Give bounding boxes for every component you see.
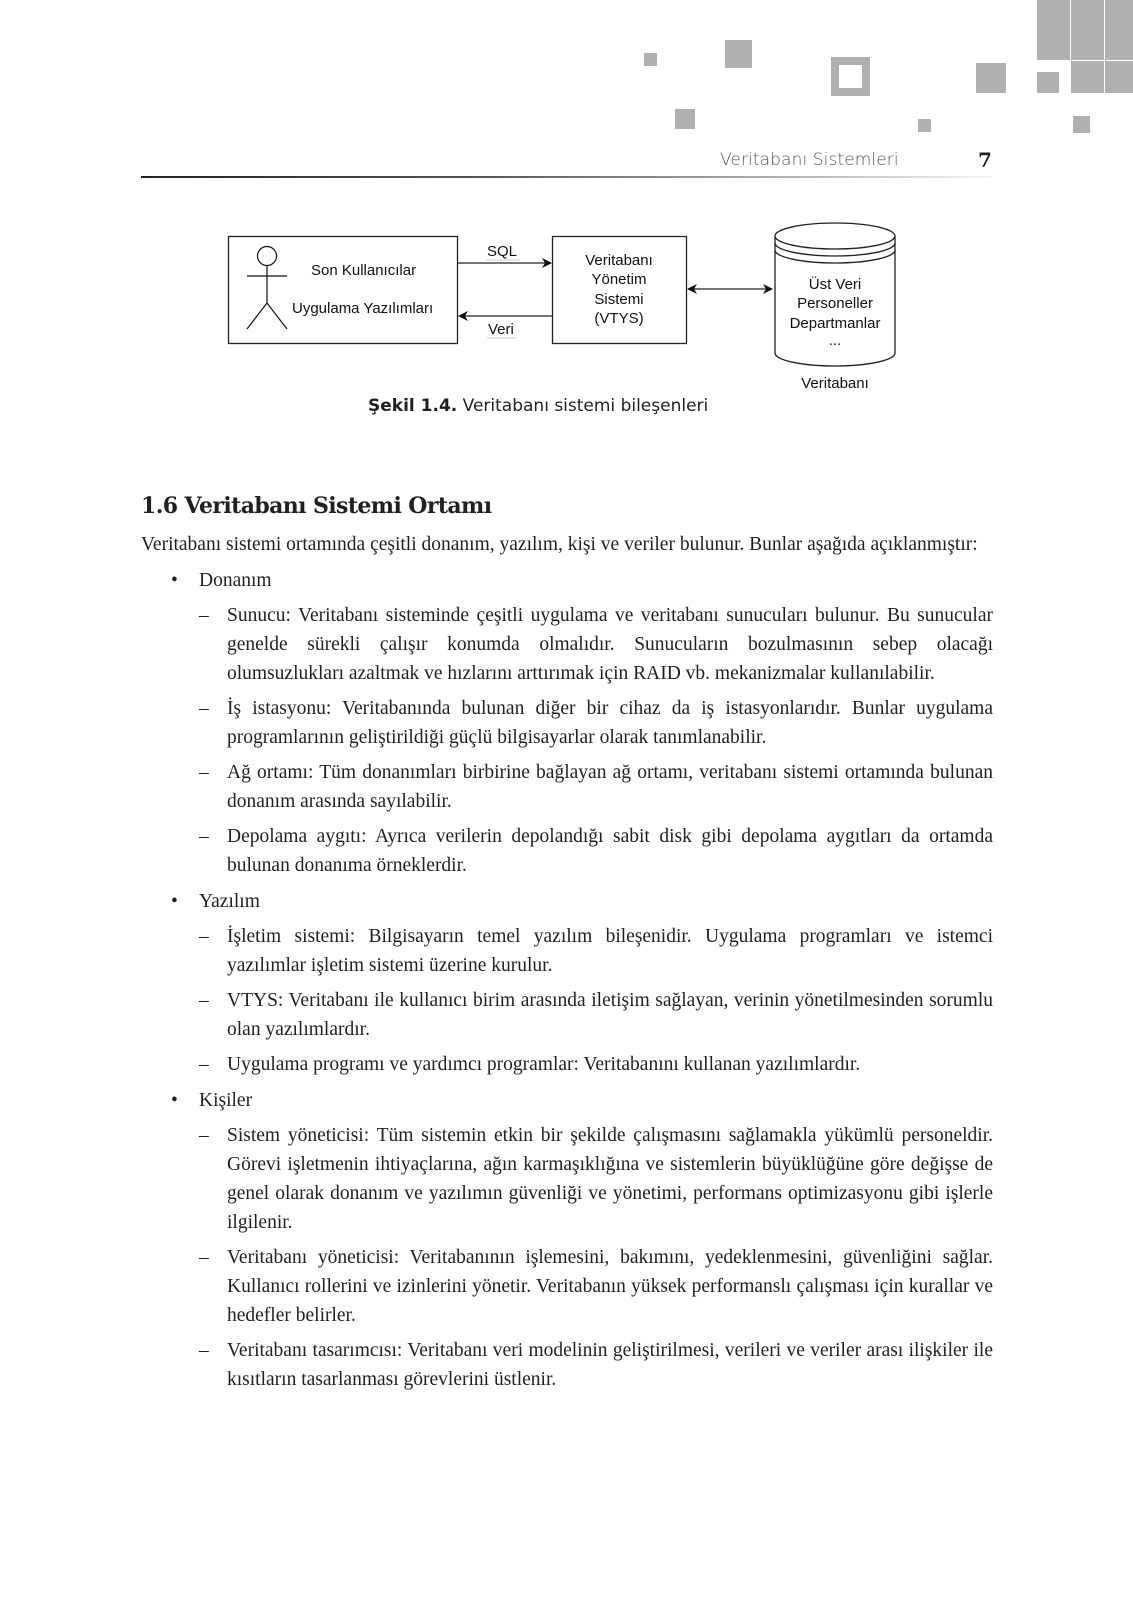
dash-icon: –	[199, 762, 209, 783]
dash-icon: –	[199, 698, 209, 719]
caption-text: Veritabanı sistemi bileşenleri	[462, 396, 709, 416]
list-item	[199, 1243, 993, 1330]
item-text: Ağ ortamı: Tüm donanımları birbirine bağlayan ağ ortamı, veritabanı sistemi ortamında bulunan donanım arasında sayılabilir.	[227, 762, 993, 812]
item-text: Sunucu: Veritabanı sisteminde çeşitli uygulama ve veritabanı sunucuları bulunur. Bu sunucular genelde sürekli çalışır konumda olmalıdır. Sunucuların bozulmasının sebep olacağı olumsuzlukları azaltmak ve hızlarını arttırımak için RAID vb. mekanizmalar kullanılabilir.	[227, 605, 993, 684]
db-label: Veritabanı	[801, 375, 869, 392]
list-item-hardware	[141, 566, 993, 880]
list-item	[199, 1121, 993, 1237]
section-body	[141, 490, 993, 1394]
item-text: İş istasyonu: Veritabanında bulunan diğer bir cihaz da iş istasyonlarıdır. Bunlar uygulama programlarının geliştirildiği güçlü bilgisayarlar olarak tanımlanabilir.	[227, 698, 993, 748]
item-text: Veritabanı yöneticisi: Veritabanının işlemesini, bakımını, yedeklenmesini, güvenliğini sağlar. Kullanıcı rollerini ve izinlerini yönetir. Veritabanın yüksek performanslı çalışması için kurallar ve hedefler belirler.	[227, 1247, 993, 1326]
db-content-line: Departmanlar	[789, 315, 881, 332]
actor-label-applications: Uygulama Yazılımları	[292, 300, 434, 317]
dbms-line: Sistemi	[594, 291, 644, 308]
list-item	[199, 694, 993, 752]
dash-icon: –	[199, 990, 209, 1011]
item-text: Depolama aygıtı: Ayrıca verilerin depolandığı sabit disk gibi depolama aygıtları da ortamda bulunan donanıma örneklerdir.	[227, 826, 993, 876]
list-item-people	[141, 1086, 993, 1394]
users-box	[229, 237, 458, 344]
page-number: 7	[978, 148, 992, 172]
sql-label: SQL	[487, 243, 518, 260]
sub-list	[199, 922, 993, 1079]
db-content-line: ...	[828, 332, 842, 349]
dash-icon: –	[199, 605, 209, 626]
list-item	[199, 1050, 993, 1079]
list-item	[199, 922, 993, 980]
running-title: Veritabanı Sistemleri	[720, 150, 899, 170]
actor-label-end-users: Son Kullanıcılar	[311, 262, 417, 279]
db-content-line: Personeller	[797, 295, 873, 312]
group-label: Yazılım	[199, 891, 260, 912]
group-label: Donanım	[199, 570, 272, 591]
bullet-icon: •	[171, 570, 178, 591]
group-label: Kişiler	[199, 1090, 253, 1111]
item-text: Sistem yöneticisi: Tüm sistemin etkin bir şekilde çalışmasını sağlamakla yükümlü personeldir. Görevi işletmenin ihtiyaçlarına, ağın karmaşıklığına ve sistemlerin büyüklüğüne göre değişse de genel olarak donanım ve yazılımın güvenliği ve yönetimi, performans optimizasyonu gibi işlerle ilgilenir.	[227, 1125, 993, 1233]
diagram-canvas	[0, 0, 1133, 440]
list-item-software	[141, 887, 993, 1079]
figure-caption	[368, 396, 708, 416]
dash-icon: –	[199, 1247, 209, 1268]
item-text: İşletim sistemi: Bilgisayarın temel yazılım bileşenidir. Uygulama programları ve istemci yazılımlar işletim sistemi üzerine kurulur.	[227, 926, 993, 976]
list-item	[199, 758, 993, 816]
list-item	[199, 986, 993, 1044]
dbms-line: (VTYS)	[594, 310, 644, 327]
component-list	[141, 566, 993, 1394]
section-title: 1.6 Veritabanı Sistemi Ortamı	[141, 493, 492, 519]
section-intro: Veritabanı sistemi ortamında çeşitli donanım, yazılım, kişi ve veriler bulunur. Bunlar aşağıda açıklanmıştır:	[141, 534, 978, 555]
dash-icon: –	[199, 1054, 209, 1075]
bullet-icon: •	[171, 891, 178, 912]
item-text: VTYS: Veritabanı ile kullanıcı birim arasında iletişim sağlayan, verinin yönetilmesinden sorumlu olan yazılımlardır.	[227, 990, 993, 1040]
db-content-line: Üst Veri	[808, 276, 862, 293]
list-item	[199, 822, 993, 880]
dash-icon: –	[199, 1340, 209, 1361]
dash-icon: –	[199, 1125, 209, 1146]
sub-list	[199, 601, 993, 880]
dash-icon: –	[199, 826, 209, 847]
list-item	[199, 1336, 993, 1394]
bullet-icon: •	[171, 1090, 178, 1111]
figure-database-system-components	[0, 0, 1133, 440]
item-text: Veritabanı tasarımcısı: Veritabanı veri modelinin geliştirilmesi, verileri ve veriler arası ilişkiler ile kısıtların tasarlanması görevlerini üstlenir.	[227, 1340, 993, 1390]
data-label: Veri	[488, 321, 514, 338]
list-item	[199, 601, 993, 688]
caption-number: Şekil 1.4.	[368, 396, 458, 416]
sub-list	[199, 1121, 993, 1394]
dbms-line: Yönetim	[591, 271, 647, 288]
dbms-line: Veritabanı	[585, 252, 653, 269]
dash-icon: –	[199, 926, 209, 947]
item-text: Uygulama programı ve yardımcı programlar: Veritabanını kullanan yazılımlardır.	[227, 1054, 861, 1075]
actor-icon	[247, 247, 287, 330]
